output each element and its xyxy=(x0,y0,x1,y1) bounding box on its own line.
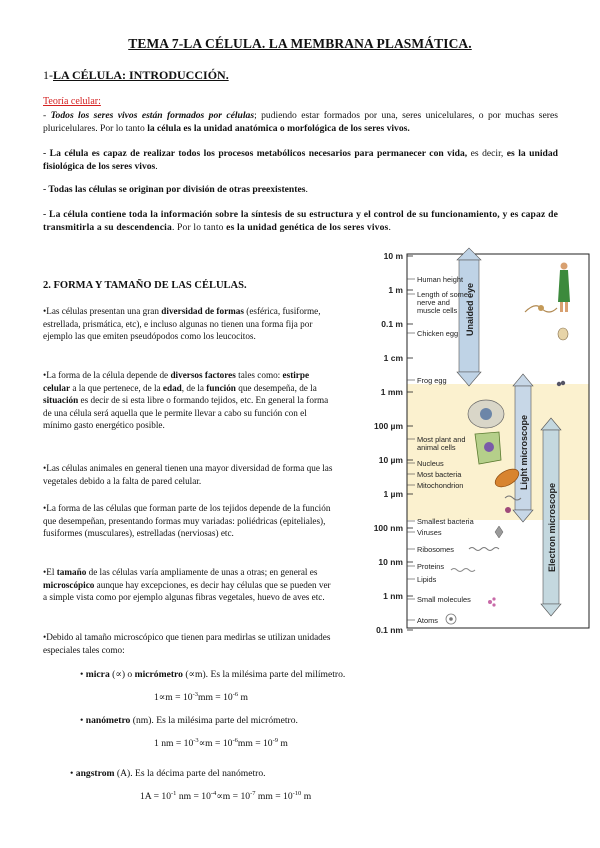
scale-label: 10 µm xyxy=(378,455,403,465)
item-label: Atoms xyxy=(417,616,438,625)
item-label: Proteins xyxy=(417,562,445,571)
b4-text-1: •La forma de las células que forman parte de los tejidos depende de la función que desempeñan, presentando formas muy variadas: poliédricas (epiteliales), fusiformes (musculares), estrelladas (nerviosas) etc. xyxy=(43,503,331,539)
b2-text-3: a la que pertenece, de la xyxy=(70,382,163,393)
unit-name-2: micrómetro xyxy=(134,669,183,680)
exp: -1 xyxy=(171,789,177,797)
unit-nanometro-formula xyxy=(154,738,288,749)
unit-nanometro-def xyxy=(80,715,298,726)
f: nm = 10 xyxy=(176,791,211,802)
item-label: Nucleus xyxy=(417,459,444,468)
f: mm = 10 xyxy=(197,692,233,703)
exp: -4 xyxy=(210,789,217,797)
exp: -6 xyxy=(232,690,239,698)
unit-desc: (A). Es la décima parte del nanómetro. xyxy=(114,768,266,779)
scale-label: 1 cm xyxy=(383,353,403,363)
unit-name: nanómetro xyxy=(85,715,131,726)
virus-icon xyxy=(495,526,503,538)
scale-label: 1 m xyxy=(388,285,403,295)
b2-text-4: , de la xyxy=(181,382,207,393)
cell-size-scale-figure xyxy=(345,246,591,634)
chicken-egg-icon xyxy=(558,328,568,340)
p4-text-1: . Por lo tanto xyxy=(171,222,227,233)
exp: -9 xyxy=(272,736,279,744)
bullet-animal-cells xyxy=(43,462,335,487)
paragraph-2 xyxy=(43,147,558,173)
f: m xyxy=(238,692,249,703)
exp: -3 xyxy=(193,736,199,744)
item-label: Small molecules xyxy=(417,595,471,604)
f: m xyxy=(301,791,312,802)
b2-text-6: es decir de si esta libre o formando tejidos, etc. En general la forma de una célula será aquella que le permite llevar a cabo su función con el mínimo gasto energético posible. xyxy=(43,395,329,431)
item-label: Frog egg xyxy=(417,376,447,385)
unaided-eye-label: Unaided eye xyxy=(465,282,475,336)
unit-name: angstrom xyxy=(75,768,115,779)
plant-cell-icon xyxy=(475,432,501,464)
b5-bold-2: microscópico xyxy=(43,579,95,590)
animal-cell-icon xyxy=(468,400,504,428)
f: 1 nm = 10 xyxy=(154,738,194,749)
b5-text-1: •El xyxy=(43,567,57,577)
scale-label: 0.1 m xyxy=(381,319,403,329)
item-label: Length of some xyxy=(417,290,468,299)
paragraph-3 xyxy=(43,183,558,196)
scale-label: 1 mm xyxy=(380,387,403,397)
small-molecule-icon xyxy=(488,597,496,606)
electron-microscope-label: Electron microscope xyxy=(547,482,557,572)
b2-text-5: que desempeña, de la xyxy=(235,382,317,393)
paragraph-1 xyxy=(43,109,558,135)
unit-desc: (∝m). Es la milésima parte del milímetro. xyxy=(182,669,346,680)
smallest-bacteria-icon xyxy=(505,507,511,513)
b5-bold-1: tamaño xyxy=(56,567,87,577)
f: ∝m = 10 xyxy=(216,791,251,802)
nerve-cell-icon xyxy=(525,305,557,312)
scale-label: 0.1 nm xyxy=(376,625,403,634)
f: ∝m = 10 xyxy=(198,738,233,749)
scale-label: 1 nm xyxy=(383,591,403,601)
scale-label: 100 nm xyxy=(373,523,403,533)
scale-label: 100 µm xyxy=(374,421,403,431)
unit-micra-formula xyxy=(154,692,248,703)
exp: -3 xyxy=(192,690,198,698)
scale-label: 10 m xyxy=(383,251,403,261)
item-label: nerve and xyxy=(417,298,450,307)
f: m xyxy=(278,738,288,749)
f: mm = 10 xyxy=(237,738,273,749)
b2-bold-4: función xyxy=(206,382,236,393)
bullet-forms xyxy=(43,305,335,343)
item-label: Human height xyxy=(417,275,464,284)
unit-micra-def xyxy=(80,669,345,680)
unit-name: micra xyxy=(85,669,110,680)
p1-text-1: ; pudiendo estar formados por una, seres unicelulares, o por muchas seres pluricelulares. Por lo tanto xyxy=(43,110,558,134)
b6-text-1: •Debido al tamaño microscópico que tienen para medirlas se utilizan unidades especiales tales como: xyxy=(43,632,331,655)
paragraph-4 xyxy=(43,208,558,234)
section-2-heading: 2. FORMA Y TAMAÑO DE LAS CÉLULAS. xyxy=(43,280,247,291)
p1-bold-1: Todos los seres vivos están formados por células xyxy=(50,110,255,121)
p4-text-2: . xyxy=(388,222,391,233)
b2-bold-1: diversos factores xyxy=(170,370,236,380)
p2-bold-1: - La célula es capaz de realizar todos los procesos metabólicos necesarios para permanecer con vida, xyxy=(43,148,468,159)
b1-text-2: (esférica, fusiforme, estrellada, prismática, etc), e incluso algunas no tienen una forma fija por ejemplo las que emiten pseudópodos como los leucocitos. xyxy=(43,306,321,342)
bullet-size xyxy=(43,566,335,604)
item-label: Ribosomes xyxy=(417,545,454,554)
item-label: Viruses xyxy=(417,528,442,537)
b2-bold-2: estirpe celular xyxy=(43,370,310,393)
item-label: Lipids xyxy=(417,575,437,584)
item-label: animal cells xyxy=(417,443,456,452)
item-label: Most plant and xyxy=(417,435,466,444)
ribosomes-icon xyxy=(469,548,499,551)
b2-bold-5: situación xyxy=(43,395,79,406)
p2-text-2: . xyxy=(155,161,158,172)
exp: -6 xyxy=(232,736,238,744)
b5-text-2: de las células varía ampliamente de unas a otras; en general es xyxy=(86,567,318,577)
unit-sym: (∝) o xyxy=(109,669,135,680)
dash: - xyxy=(43,110,51,121)
human-figure-icon xyxy=(558,263,570,313)
b2-bold-3: edad xyxy=(162,382,182,393)
exp: -7 xyxy=(250,789,256,797)
atom-icon xyxy=(446,614,456,624)
item-label: Mitochondrion xyxy=(417,481,464,490)
b3-text-1: •Las células animales en general tienen una mayor diversidad de forma que las vegetales debido a la falta de pared celular. xyxy=(43,463,333,486)
exp: -10 xyxy=(292,789,302,797)
unit-desc: (nm). Es la milésima parte del micrómetro. xyxy=(130,715,298,726)
teoria-celular-label: Teoría celular: xyxy=(43,96,101,107)
unit-angstrom-formula xyxy=(140,791,311,802)
section-1-title: LA CÉLULA: INTRODUCCIÓN. xyxy=(53,68,229,82)
proteins-icon xyxy=(451,569,475,572)
bullet-tissue-forms xyxy=(43,502,335,540)
p1-bold-2: la célula es la unidad anatómica o morfológica de los seres vivos. xyxy=(147,123,410,134)
unit-angstrom-def xyxy=(70,768,266,779)
page-title: TEMA 7-LA CÉLULA. LA MEMBRANA PLASMÁTICA. xyxy=(128,36,472,51)
p3-text-1: . xyxy=(305,184,308,195)
p3-bold-1: - Todas las células se originan por división de otras preexistentes xyxy=(43,184,306,195)
bullet-units-intro xyxy=(43,631,335,656)
f: mm = 10 xyxy=(255,791,293,802)
p2-text-1: es decir, xyxy=(467,148,507,159)
b2-text-1: •La forma de la célula depende de xyxy=(43,370,171,380)
f: 1A = 10 xyxy=(140,791,171,802)
item-label: Smallest bacteria xyxy=(417,517,474,526)
bullet: • xyxy=(80,669,84,680)
f: 1∝m = 10 xyxy=(154,692,193,703)
item-label: Chicken egg xyxy=(417,329,459,338)
bullet: • xyxy=(70,768,74,779)
scale-label: 1 µm xyxy=(383,489,403,499)
section-1-heading xyxy=(43,68,229,83)
light-microscope-label: Light microscope xyxy=(519,414,529,490)
item-label: muscle cells xyxy=(417,306,458,315)
b1-bold-1: diversidad de formas xyxy=(161,306,244,316)
p2-bold-2: es la unidad fisiológica de los seres vivos xyxy=(43,148,558,172)
bullet: • xyxy=(80,715,84,726)
bullet-factors xyxy=(43,369,335,432)
section-number: 1- xyxy=(43,68,53,82)
item-label: Most bacteria xyxy=(417,470,462,479)
p4-bold-2: es la unidad genética de los seres vivos xyxy=(226,222,389,233)
b5-text-3: aunque hay excepciones, es decir hay células que se pueden ver a simple vista como por ejemplo algunas fibras vegetales, huevo de aves etc. xyxy=(43,579,331,603)
b1-text-1: •Las células presentan una gran xyxy=(43,306,162,316)
p4-bold-1: - La célula contiene toda la información sobre la síntesis de su estructura y el control de su funcionamiento, y es capaz de transmitirla a su descendencia xyxy=(43,209,558,233)
b2-text-2: tales como: xyxy=(235,370,283,380)
scale-label: 10 nm xyxy=(378,557,403,567)
